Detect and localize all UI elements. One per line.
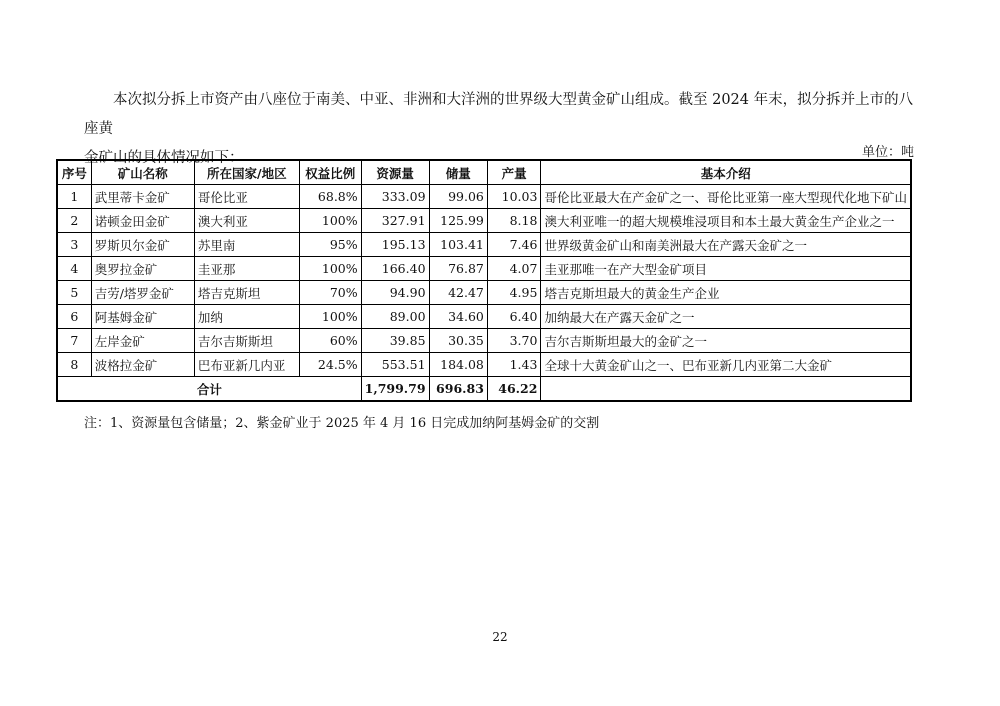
table-total-row [57,377,911,402]
cell-equity: 95% [299,233,361,257]
cell-resource: 195.13 [361,233,429,257]
cell-intro: 哥伦比亚最大在产金矿之一、哥伦比亚第一座大型现代化地下矿山 [541,185,911,209]
cell-intro: 塔吉克斯坦最大的黄金生产企业 [541,281,911,305]
cell-output: 3.70 [487,329,541,353]
cell-output: 6.40 [487,305,541,329]
header-equity: 权益比例 [299,160,361,185]
cell-resource: 327.91 [361,209,429,233]
header-intro: 基本介绍 [541,160,911,185]
total-reserve: 696.83 [429,377,487,402]
header-mine-name: 矿山名称 [91,160,194,185]
header-output: 产量 [487,160,541,185]
cell-equity: 68.8% [299,185,361,209]
cell-resource: 333.09 [361,185,429,209]
table-footnote: 注：1、资源量包含储量；2、紫金矿业于 2025 年 4 月 16 日完成加纳阿基姆金矿的交割 [84,416,600,431]
header-resource: 资源量 [361,160,429,185]
cell-reserve: 99.06 [429,185,487,209]
total-output: 46.22 [487,377,541,402]
table-row [57,185,911,209]
cell-mine-name: 奥罗拉金矿 [91,257,194,281]
cell-mine-name: 波格拉金矿 [91,353,194,377]
cell-intro: 吉尔吉斯斯坦最大的金矿之一 [541,329,911,353]
cell-mine-name: 诺顿金田金矿 [91,209,194,233]
cell-no: 5 [57,281,91,305]
table-row [57,257,911,281]
unit-label: 单位：吨 [861,145,914,160]
cell-region: 塔吉克斯坦 [194,281,299,305]
intro-line-2: 金矿山的具体情况如下： [84,150,244,166]
cell-output: 10.03 [487,185,541,209]
cell-mine-name: 吉劳/塔罗金矿 [91,281,194,305]
cell-no: 3 [57,233,91,257]
cell-equity: 60% [299,329,361,353]
table-row [57,305,911,329]
cell-resource: 39.85 [361,329,429,353]
cell-region: 哥伦比亚 [194,185,299,209]
cell-mine-name: 阿基姆金矿 [91,305,194,329]
cell-resource: 166.40 [361,257,429,281]
gold-mines-table [56,159,912,402]
page-number: 22 [492,630,508,644]
cell-intro: 圭亚那唯一在产大型金矿项目 [541,257,911,281]
total-resource: 1,799.79 [361,377,429,402]
table-header-row [57,160,911,185]
cell-mine-name: 武里蒂卡金矿 [91,185,194,209]
cell-reserve: 76.87 [429,257,487,281]
cell-region: 巴布亚新几内亚 [194,353,299,377]
cell-no: 2 [57,209,91,233]
cell-intro: 澳大利亚唯一的超大规模堆浸项目和本土最大黄金生产企业之一 [541,209,911,233]
cell-reserve: 34.60 [429,305,487,329]
cell-reserve: 42.47 [429,281,487,305]
header-reserve: 储量 [429,160,487,185]
cell-region: 加纳 [194,305,299,329]
cell-resource: 89.00 [361,305,429,329]
cell-intro: 加纳最大在产露天金矿之一 [541,305,911,329]
cell-region: 苏里南 [194,233,299,257]
cell-no: 7 [57,329,91,353]
table-row [57,353,911,377]
total-label: 合计 [57,377,361,402]
cell-mine-name: 左岸金矿 [91,329,194,353]
cell-region: 圭亚那 [194,257,299,281]
cell-output: 7.46 [487,233,541,257]
cell-intro: 全球十大黄金矿山之一、巴布亚新几内亚第二大金矿 [541,353,911,377]
cell-output: 1.43 [487,353,541,377]
cell-reserve: 30.35 [429,329,487,353]
cell-output: 8.18 [487,209,541,233]
cell-equity: 100% [299,257,361,281]
cell-no: 6 [57,305,91,329]
table-row [57,281,911,305]
cell-equity: 24.5% [299,353,361,377]
cell-output: 4.07 [487,257,541,281]
cell-equity: 70% [299,281,361,305]
cell-intro: 世界级黄金矿山和南美洲最大在产露天金矿之一 [541,233,911,257]
table-row [57,209,911,233]
cell-no: 4 [57,257,91,281]
cell-region: 吉尔吉斯斯坦 [194,329,299,353]
cell-equity: 100% [299,209,361,233]
cell-no: 8 [57,353,91,377]
table-row [57,329,911,353]
cell-mine-name: 罗斯贝尔金矿 [91,233,194,257]
table-row [57,233,911,257]
cell-region: 澳大利亚 [194,209,299,233]
header-no: 序号 [57,160,91,185]
cell-output: 4.95 [487,281,541,305]
total-intro-empty [541,377,911,402]
cell-resource: 94.90 [361,281,429,305]
intro-line-1: 本次拟分拆上市资产由八座位于南美、中亚、非洲和大洋洲的世界级大型黄金矿山组成。截至 2024 年末，拟分拆并上市的八座黄 [84,92,914,137]
cell-equity: 100% [299,305,361,329]
cell-no: 1 [57,185,91,209]
cell-reserve: 184.08 [429,353,487,377]
cell-resource: 553.51 [361,353,429,377]
cell-reserve: 103.41 [429,233,487,257]
header-region: 所在国家/地区 [194,160,299,185]
cell-reserve: 125.99 [429,209,487,233]
